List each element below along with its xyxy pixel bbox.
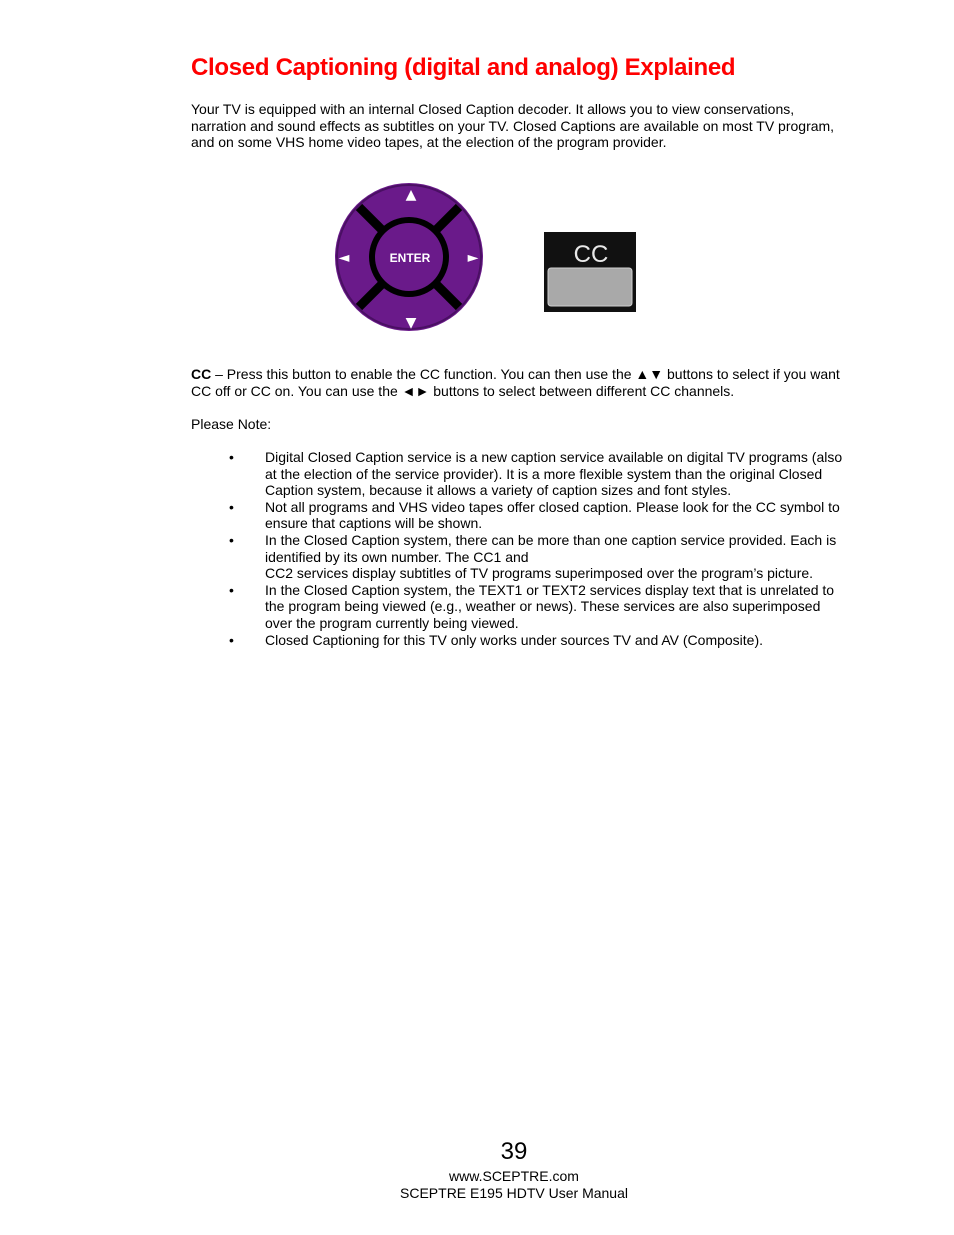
dpad-up-arrow-icon: ▲ — [405, 187, 417, 203]
dpad-left-arrow-icon: ◄ — [338, 250, 350, 266]
bullet-icon: • — [229, 581, 234, 598]
list-item — [227, 582, 847, 632]
cc-button-illustration — [544, 232, 636, 312]
note-label: Please Note: — [191, 416, 272, 432]
cc-description — [191, 366, 841, 399]
remote-dpad-illustration — [333, 181, 485, 333]
bullet-icon: • — [229, 631, 234, 648]
dpad-down-arrow-icon: ▼ — [405, 315, 417, 331]
note-text: In the Closed Caption system, the TEXT1 or TEXT2 services display text that is unrelated to the program being viewed (e.g., weather or news). These services are also superimposed over the program currently being viewed. — [265, 581, 835, 631]
note-text: Not all programs and VHS video tapes offer closed caption. Please look for the CC symbol to ensure that captions will be shown. — [265, 498, 840, 532]
bullet-icon: • — [229, 531, 234, 548]
cc-button-label: CC — [573, 241, 609, 268]
dpad-enter-label: ENTER — [389, 251, 431, 265]
footer-website: www.SCEPTRE.com — [449, 1168, 579, 1184]
note-text: Closed Captioning for this TV only works under sources TV and AV (Composite). — [265, 631, 764, 648]
notes-list — [227, 449, 847, 648]
list-item — [227, 532, 847, 582]
footer-manual-title: SCEPTRE E195 HDTV User Manual — [400, 1185, 628, 1201]
dpad-right-arrow-icon: ► — [467, 250, 479, 266]
cc-term: CC — [191, 366, 212, 382]
note-text: In the Closed Caption system, there can be more than one caption service provided. Each is identified by its own number. The CC1 and CC2 services display subtitles of TV programs superimposed over the program’s picture. — [265, 531, 837, 582]
bullet-icon: • — [229, 498, 234, 515]
list-item — [227, 632, 847, 649]
page-number: 39 — [500, 1138, 528, 1165]
cc-description-text: – Press this button to enable the CC function. You can then use the ▲▼ buttons to select if you want CC off or CC on. You can use the ◄► buttons to select between different CC channels. — [191, 366, 840, 399]
list-item — [227, 499, 847, 532]
list-item — [227, 449, 847, 499]
intro-paragraph: Your TV is equipped with an internal Closed Caption decoder. It allows you to view conservations, narration and sound effects as subtitles on your TV. Closed Captions are available on most TV program, and on some VHS home video tapes, at the election of the program provider. — [191, 101, 835, 151]
note-text: Digital Closed Caption service is a new caption service available on digital TV programs (also at the election of the service provider). It is a more flexible system than the original Closed Caption system, because it allows a variety of caption sizes and font styles. — [265, 449, 843, 499]
page-title: Closed Captioning (digital and analog) Explained — [191, 54, 736, 81]
bullet-icon: • — [229, 449, 234, 465]
